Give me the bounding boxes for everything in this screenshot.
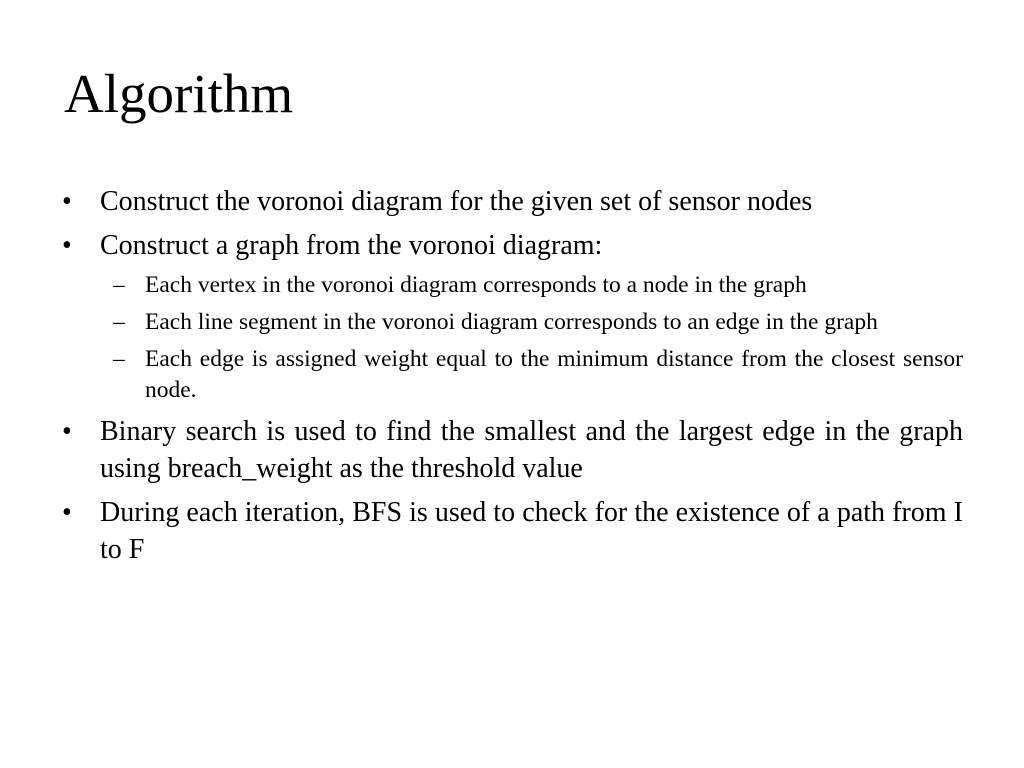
bullet-marker: • [62,416,72,447]
bullet-item-construct-voronoi [62,183,963,220]
sub-bullet-text: Each edge is assigned weight equal to the minimum distance from the closest sensor node. [145,346,963,403]
bullet-text: Construct the voronoi diagram for the given set of sensor nodes [100,186,813,217]
bullet-text: Construct a graph from the voronoi diagram: [100,230,603,261]
sub-bullet-text: Each vertex in the voronoi diagram corresponds to a node in the graph [145,272,807,298]
sub-bullet-item-edge-weight [100,344,963,406]
sub-bullet-item-line-segment [100,307,963,338]
bullet-marker: • [62,497,72,528]
bullet-text: During each iteration, BFS is used to check for the existence of a path from I to F [100,497,963,565]
bullet-item-construct-graph [62,227,963,406]
bullet-item-bfs-iteration [62,494,963,568]
bullet-marker: • [62,186,72,217]
sub-bullet-marker: – [113,309,125,335]
bullet-item-binary-search [62,413,963,487]
slide-title: Algorithm [64,63,294,124]
bullet-marker: • [62,230,72,261]
bullet-text: Binary search is used to find the smallest and the largest edge in the graph using breach_weight as the threshold value [100,416,963,484]
sub-bullet-list [100,270,963,406]
sub-bullet-marker: – [113,272,125,298]
sub-bullet-item-vertex [100,270,963,301]
bullet-list [62,183,963,575]
sub-bullet-text: Each line segment in the voronoi diagram corresponds to an edge in the graph [145,309,878,335]
sub-bullet-marker: – [113,346,125,372]
